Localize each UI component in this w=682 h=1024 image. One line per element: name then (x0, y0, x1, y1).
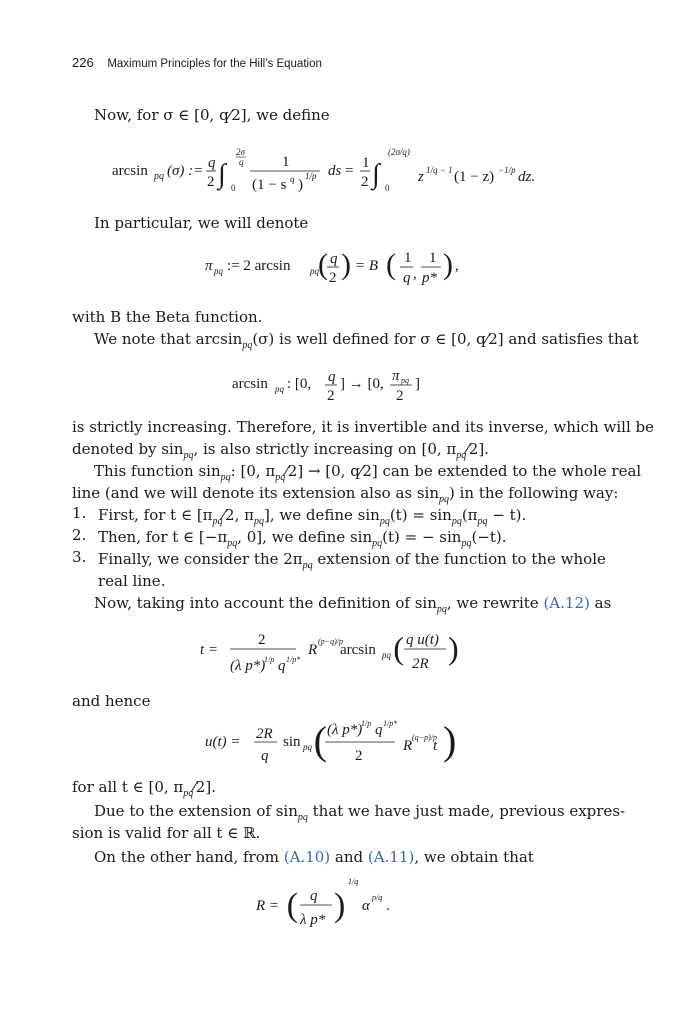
svg-text:pq: pq (401, 376, 409, 385)
svg-text:2: 2 (327, 388, 335, 404)
paragraph: On the other hand, from (A.10) and (A.11), we obtain that (94, 848, 534, 866)
svg-text:): ) (448, 630, 459, 666)
svg-text:q: q (239, 157, 244, 167)
svg-text:): ) (318, 248, 328, 281)
paragraph: Now, for σ ∈ [0, q⁄2], we define (94, 106, 330, 124)
svg-text:: [0,: : [0, (287, 376, 312, 392)
svg-text:1/q: 1/q (348, 877, 359, 886)
equation-reference-link[interactable]: (A.12) (543, 594, 590, 612)
svg-text:pq: pq (214, 266, 223, 276)
svg-text:arcsin: arcsin (232, 376, 268, 392)
svg-text:pq: pq (154, 171, 164, 182)
svg-text:p/q: p/q (372, 893, 383, 902)
svg-text:2: 2 (258, 632, 266, 648)
svg-text:): ) (386, 248, 396, 281)
paragraph: for all t ∈ [0, $\pi_{pq}⁄2$]. (72, 778, 216, 799)
svg-text:(λ p*): (λ p*) (230, 658, 266, 674)
svg-text:q: q (403, 270, 411, 286)
svg-text:pq: pq (382, 650, 391, 660)
svg-text:∫: ∫ (372, 159, 380, 190)
svg-text:q: q (310, 888, 318, 904)
svg-text:): ) (443, 248, 453, 281)
paragraph: In particular, we will denote (94, 214, 309, 232)
equation-u (205, 712, 465, 777)
svg-text:2: 2 (329, 270, 337, 286)
svg-text:ds: ds (328, 163, 342, 179)
svg-text:]: ] (415, 376, 420, 392)
paragraph: line (and we will denote its extension also as $\sin_{pq}$) in the following way: (72, 484, 619, 505)
svg-text:2: 2 (396, 388, 404, 404)
svg-text:1/p: 1/p (264, 655, 275, 664)
svg-text:p*: p* (422, 270, 437, 286)
list-number: 1. (72, 504, 87, 522)
svg-text:u(t) =: u(t) = (205, 734, 241, 750)
svg-text:1: 1 (404, 250, 412, 266)
svg-text:α: α (362, 898, 370, 914)
svg-text:2R: 2R (256, 726, 273, 742)
running-title: Maximum Principles for the Hill’s Equation (107, 58, 322, 70)
svg-text:q: q (328, 369, 336, 385)
svg-text:(1 − z): (1 − z) (454, 169, 495, 185)
svg-text:q: q (290, 174, 295, 184)
svg-text:): ) (286, 887, 298, 924)
equation-reference-link[interactable]: (A.11) (367, 848, 415, 866)
svg-text:2: 2 (207, 174, 215, 190)
svg-text:q u(t): q u(t) (406, 632, 439, 648)
paragraph: with B the Beta function. (72, 308, 263, 326)
page-number: 226 (72, 55, 94, 70)
equation-arcsin-svg (112, 143, 542, 195)
svg-text:1/p: 1/p (305, 171, 317, 181)
svg-text:2: 2 (361, 174, 369, 190)
paragraph: denoted by $\sin_{pq}$, is also strictly increasing on [0, $\pi_{pq}⁄2$]. (72, 440, 489, 461)
paragraph: We note that $\arcsin_{pq}(\sigma)$ is well defined for σ ∈ [0, q⁄2] and satisfies that (94, 330, 639, 351)
svg-text:t: t (433, 738, 438, 754)
svg-text:.: . (386, 898, 390, 914)
svg-text:q: q (261, 748, 269, 764)
svg-text:sin: sin (283, 734, 301, 750)
svg-text:z: z (418, 169, 424, 185)
svg-text:R =: R = (256, 898, 280, 914)
paragraph: sion is valid for all t ∈ ℝ. (72, 824, 261, 842)
svg-text:dz.: dz. (518, 169, 536, 185)
svg-text:): ) (334, 887, 346, 924)
svg-text:(1 − s: (1 − s (252, 177, 287, 193)
svg-text:arcsin: arcsin (112, 163, 148, 179)
svg-text:=: = (345, 163, 354, 179)
svg-text:1/p*: 1/p* (286, 655, 301, 664)
svg-text:,: , (413, 266, 417, 282)
paragraph: This function $\sin_{pq}$: [0, $\pi_{pq}⁄2] \to [0$, q⁄2] can be extended to the whole real (94, 462, 642, 483)
svg-text:q: q (330, 251, 338, 267)
svg-text:): ) (443, 718, 457, 763)
svg-text:0: 0 (231, 183, 236, 193)
svg-text:1: 1 (362, 155, 370, 171)
svg-text:−1/p: −1/p (498, 165, 516, 175)
svg-text:= B: = B (355, 258, 379, 274)
svg-text:1/q − 1: 1/q − 1 (426, 165, 453, 175)
svg-text:): ) (393, 630, 404, 666)
svg-text:1/p*: 1/p* (383, 719, 398, 728)
list-item-continuation: real line. (98, 572, 166, 590)
svg-text:R: R (403, 738, 413, 754)
list-item: Then, for t ∈ [$-\pi_{pq}$, 0], we define $\sin_{pq}(t)$ = − $\sin_{pq}(-t)$. (98, 528, 507, 549)
svg-text:arcsin: arcsin (340, 642, 376, 658)
svg-text:(σ) :=: (σ) := (167, 163, 204, 179)
svg-text:(λ p*): (λ p*) (327, 722, 363, 738)
svg-text:q: q (278, 658, 286, 674)
svg-text:pq: pq (303, 742, 312, 752)
svg-text:q: q (375, 722, 383, 738)
svg-text:1: 1 (282, 154, 290, 170)
equation-reference-link[interactable]: (A.10) (283, 848, 331, 866)
equation-t (200, 622, 470, 683)
running-header (72, 55, 322, 75)
list-number: 2. (72, 526, 87, 544)
svg-text:t =: t = (200, 642, 219, 658)
paragraph: Now, taking into account the definition of $\sin_{pq}$, we rewrite (A.12) as (94, 594, 612, 615)
equation-pi-pq (205, 240, 485, 295)
svg-text:2σ: 2σ (236, 147, 245, 157)
svg-text:(q−p)/p: (q−p)/p (412, 733, 437, 742)
paragraph: is strictly increasing. Therefore, it is invertible and its inverse, which will be (72, 418, 654, 436)
paragraph: and hence (72, 692, 151, 710)
list-item: First, for t ∈ [$\pi_{pq}⁄2$, $\pi_{pq}$], we define $\sin_{pq}(t) = \sin_{pq}(\pi_{pq} - t)$. (98, 506, 527, 527)
svg-text:λ p*: λ p* (300, 912, 326, 928)
svg-text:(2σ/q): (2σ/q) (388, 147, 410, 157)
paragraph: Due to the extension of $\sin_{pq}$ that we have just made, previous expres- (94, 802, 626, 823)
svg-text:pq: pq (310, 266, 319, 276)
svg-text:(p−q)/p: (p−q)/p (318, 637, 343, 646)
list-item: Finally, we consider the $2\pi_{pq}$ extension of the function to the whole (98, 550, 606, 571)
svg-text:): ) (298, 177, 303, 193)
equation-arcsin-definition (112, 143, 542, 193)
svg-text:q: q (208, 155, 216, 171)
svg-text:∫: ∫ (218, 159, 226, 190)
svg-text::= 2 arcsin: := 2 arcsin (227, 258, 291, 274)
svg-text:π: π (205, 258, 213, 274)
svg-text:2: 2 (355, 748, 363, 764)
svg-text:0: 0 (385, 183, 390, 193)
svg-text:1/p: 1/p (361, 719, 372, 728)
svg-text:): ) (341, 248, 351, 281)
svg-text:,: , (455, 258, 459, 274)
svg-text:2R: 2R (412, 656, 429, 672)
equation-arcsin-map (232, 358, 432, 413)
svg-text:1: 1 (429, 250, 437, 266)
equation-R (256, 870, 416, 937)
svg-text:pq: pq (275, 384, 284, 394)
svg-text:] → [0,: ] → [0, (340, 376, 384, 392)
svg-text:): ) (313, 718, 327, 763)
svg-text:π: π (392, 368, 400, 384)
list-number: 3. (72, 548, 87, 566)
svg-text:R: R (308, 642, 318, 658)
